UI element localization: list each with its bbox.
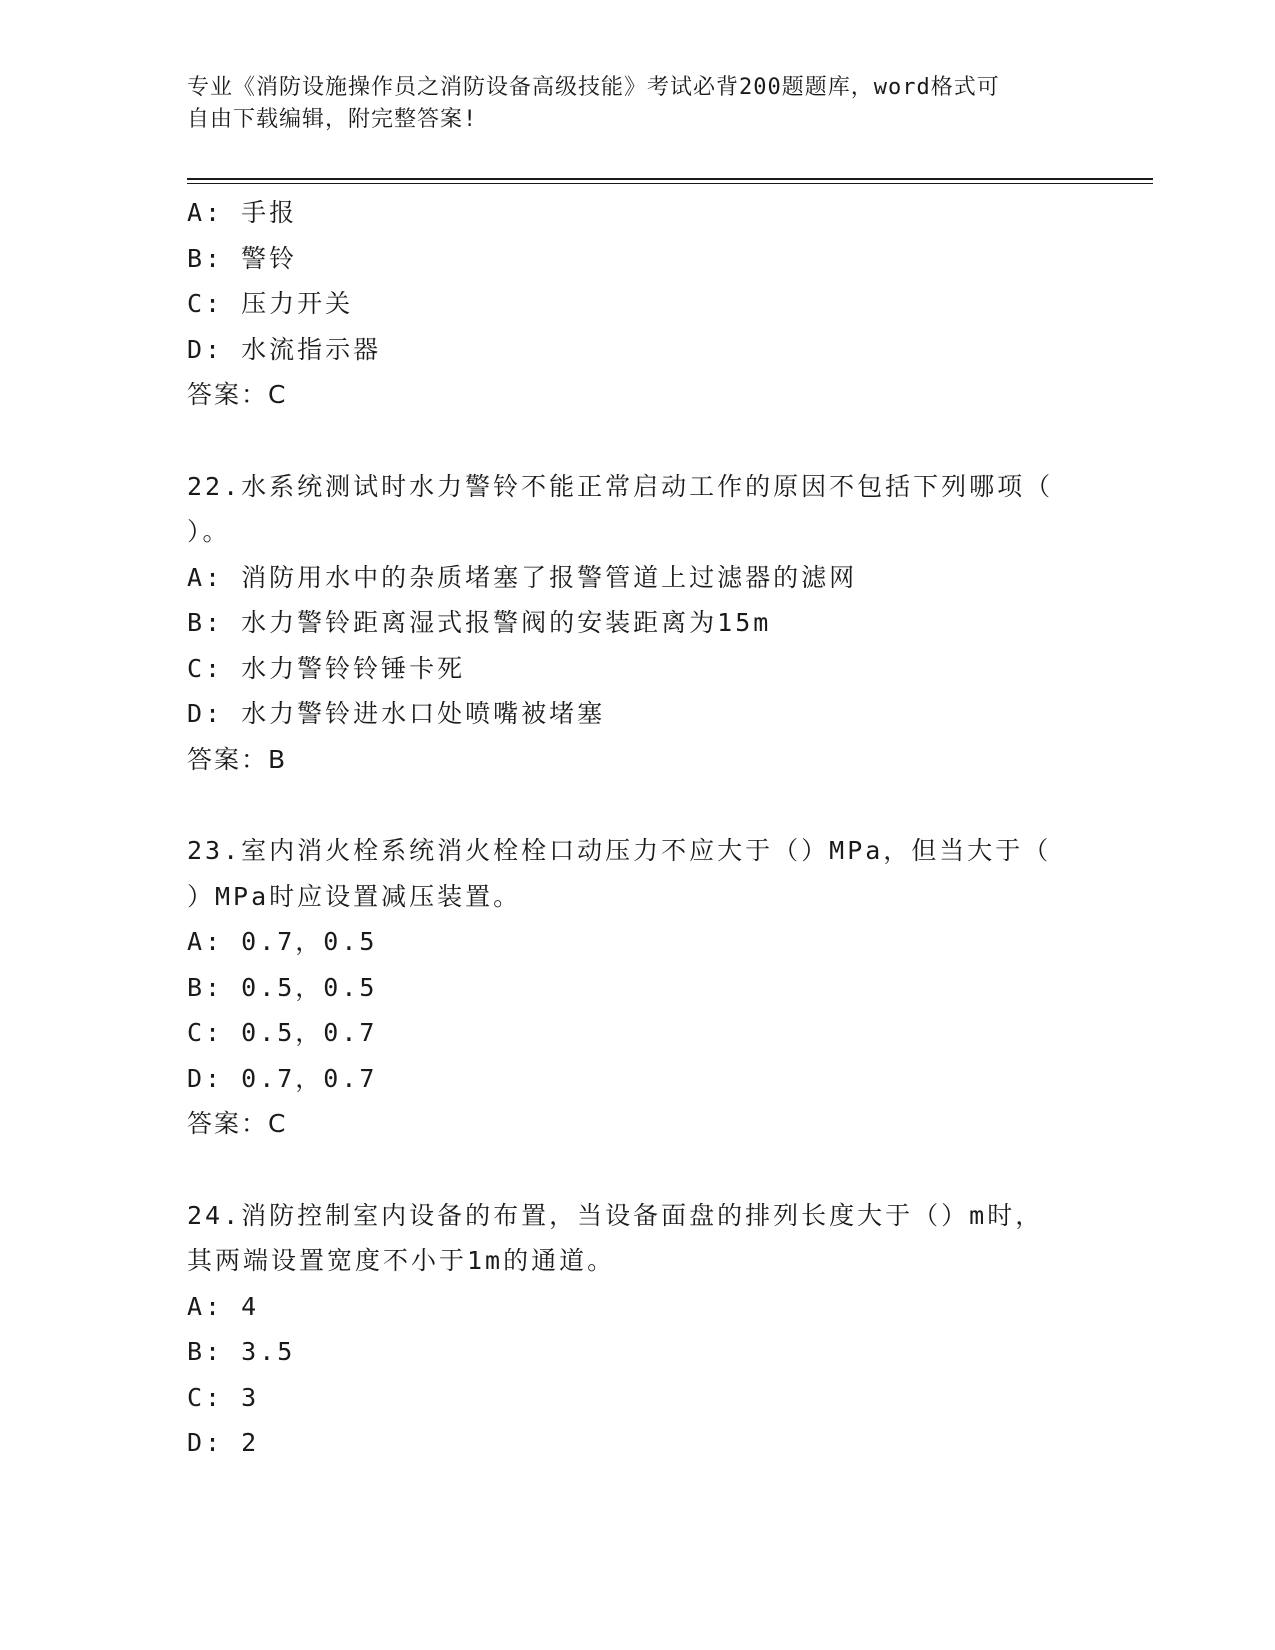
option-b: B: 3.5 (187, 1337, 296, 1366)
question-23 (187, 828, 1087, 1147)
question-stem-line-1: 22.水系统测试时水力警铃不能正常启动工作的原因不包括下列哪项（ (187, 471, 1054, 501)
question-24 (187, 1193, 1087, 1466)
option-b: B: 水力警铃距离湿式报警阀的安装距离为15m (187, 608, 772, 637)
option-a: A: 0.7，0.5 (187, 927, 378, 956)
option-c: C: 0.5，0.7 (187, 1018, 378, 1047)
header-title-line-1: 专业《消防设施操作员之消防设备高级技能》考试必背200题题库，word格式可 (187, 75, 1000, 100)
document-header (187, 72, 1067, 136)
option-c: C: 压力开关 (187, 289, 354, 318)
question-stem-line-1: 23.室内消火栓系统消火栓栓口动压力不应大于（）MPa，但当大于（ (187, 836, 1052, 865)
option-d: D: 0.7，0.7 (187, 1063, 378, 1093)
question-stem-line-2: 其两端设置宽度不小于1m的通道。 (187, 1246, 616, 1275)
question-22 (187, 464, 1087, 783)
question-stem-line-1: 24.消防控制室内设备的布置，当设备面盘的排列长度大于（）m时， (187, 1200, 1044, 1230)
option-b: B: 0.5，0.5 (187, 972, 378, 1002)
header-title-line-2: 自由下载编辑，附完整答案! (187, 107, 478, 132)
option-d: D: 水流指示器 (187, 334, 382, 364)
question-list (187, 190, 1087, 1466)
option-c: C: 水力警铃铃锤卡死 (187, 653, 466, 683)
option-a: A: 手报 (187, 198, 298, 227)
option-d: D: 2 (187, 1428, 260, 1457)
question-stem-line-2: ）。 (187, 517, 231, 546)
header-divider-thick (187, 178, 1153, 180)
option-d: D: 水力警铃进水口处喷嘴被堵塞 (187, 699, 606, 728)
answer-key: 答案：C (187, 1109, 288, 1138)
answer-key: 答案：B (187, 744, 288, 774)
option-a: A: 消防用水中的杂质堵塞了报警管道上过滤器的滤网 (187, 562, 858, 592)
question-21 (187, 190, 1087, 418)
question-stem-line-2: ）MPa时应设置减压装置。 (187, 881, 522, 911)
header-divider-thin (187, 183, 1153, 184)
option-a: A: 4 (187, 1291, 260, 1321)
option-c: C: 3 (187, 1382, 260, 1412)
option-b: B: 警铃 (187, 243, 298, 273)
answer-key: 答案：C (187, 380, 288, 409)
